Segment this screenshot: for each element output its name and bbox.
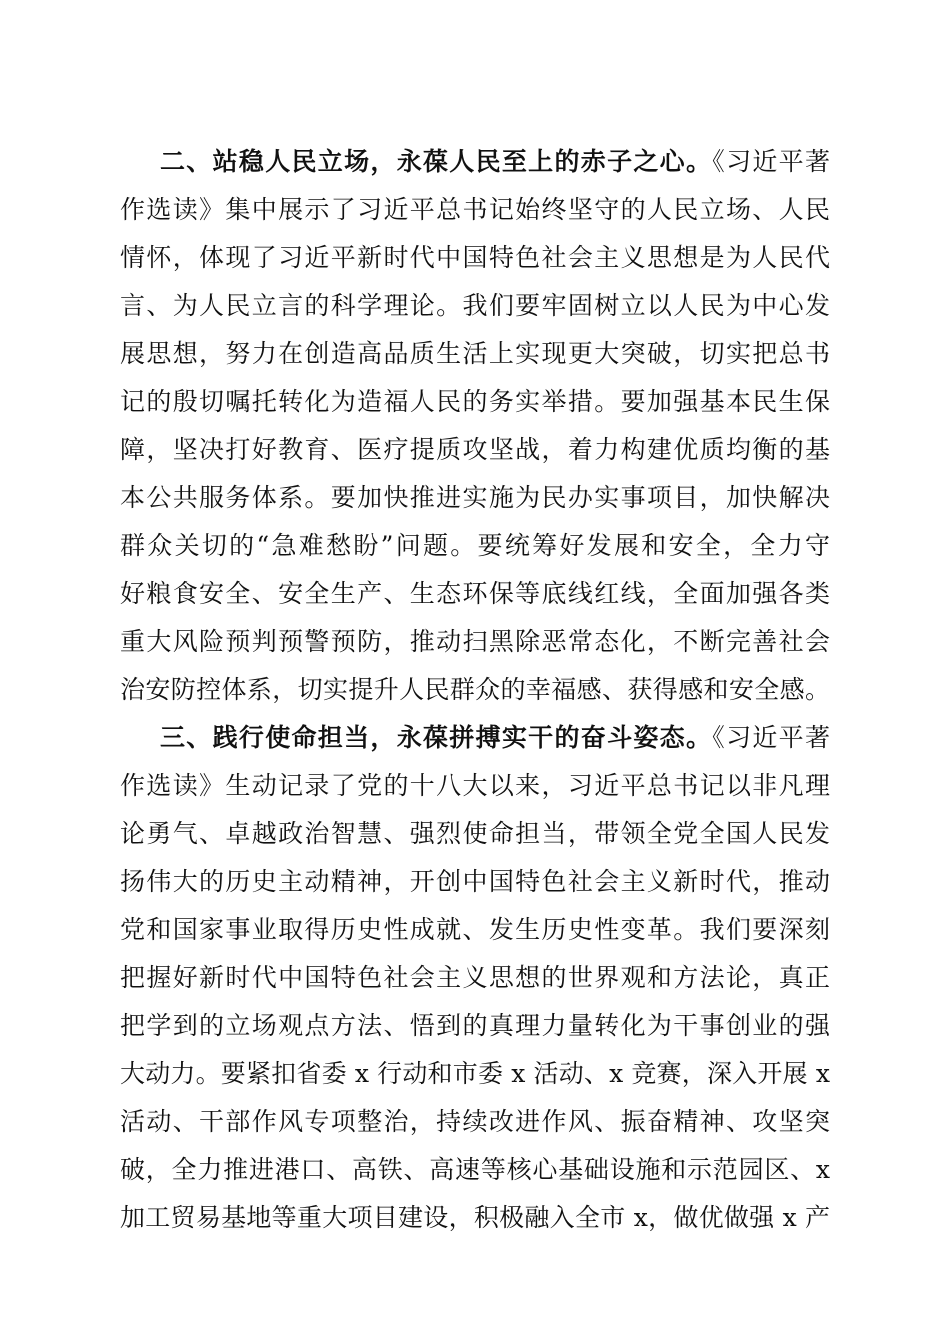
- paragraph-line: 记的殷切嘱托转化为造福人民的务实举措。要加强基本民生保: [120, 387, 830, 416]
- paragraph-line: 群众关切的“急难愁盼”问题。要统筹好发展和安全，全力守: [120, 531, 830, 560]
- paragraph-line: 破，全力推进港口、高铁、高速等核心基础设施和示范园区、x: [120, 1155, 830, 1184]
- paragraph-line: 作选读》集中展示了习近平总书记始终坚守的人民立场、人民: [120, 195, 830, 224]
- paragraph-line: 言、为人民立言的科学理论。我们要牢固树立以人民为中心发: [120, 291, 830, 320]
- paragraph-line: 障，坚决打好教育、医疗提质攻坚战，着力构建优质均衡的基: [120, 435, 830, 464]
- document-body: [120, 138, 830, 1242]
- paragraph-text: 《习近平著: [712, 147, 830, 176]
- paragraph-line: 大动力。要紧扣省委 x 行动和市委 x 活动、x 竞赛，深入开展 x: [120, 1059, 830, 1088]
- paragraph-line: 扬伟大的历史主动精神，开创中国特色社会主义新时代，推动: [120, 867, 830, 896]
- paragraph-line: 治安防控体系，切实提升人民群众的幸福感、获得感和安全感。: [120, 675, 830, 704]
- paragraph-line: 情怀，体现了习近平新时代中国特色社会主义思想是为人民代: [120, 243, 830, 272]
- paragraph-line: 重大风险预判预警预防，推动扫黑除恶常态化，不断完善社会: [120, 627, 830, 656]
- paragraph-heading: 三、践行使命担当，永葆拼搏实干的奋斗姿态。: [160, 723, 713, 752]
- paragraph-line: 展思想，努力在创造高品质生活上实现更大突破，切实把总书: [120, 339, 830, 368]
- paragraph-line: 党和国家事业取得历史性成就、发生历史性变革。我们要深刻: [120, 915, 830, 944]
- paragraph-line: 论勇气、卓越政治智慧、强烈使命担当，带领全党全国人民发: [120, 819, 830, 848]
- paragraph-line: 活动、干部作风专项整治，持续改进作风、振奋精神、攻坚突: [120, 1107, 830, 1136]
- paragraph-line: 加工贸易基地等重大项目建设，积极融入全市 x，做优做强 x 产: [120, 1203, 830, 1232]
- paragraph-line: 把握好新时代中国特色社会主义思想的世界观和方法论，真正: [120, 963, 830, 992]
- paragraph-line: 把学到的立场观点方法、悟到的真理力量转化为干事创业的强: [120, 1011, 830, 1040]
- paragraph-text: 《习近平著: [712, 723, 830, 752]
- paragraph-line: [120, 138, 830, 186]
- paragraph-line: 本公共服务体系。要加快推进实施为民办实事项目，加快解决: [120, 483, 830, 512]
- paragraph-line: 作选读》生动记录了党的十八大以来，习近平总书记以非凡理: [120, 771, 830, 800]
- paragraph-heading: 二、站稳人民立场，永葆人民至上的赤子之心。: [160, 147, 713, 176]
- paragraph-line: 好粮食安全、安全生产、生态环保等底线红线，全面加强各类: [120, 579, 830, 608]
- paragraph-line: [120, 714, 830, 762]
